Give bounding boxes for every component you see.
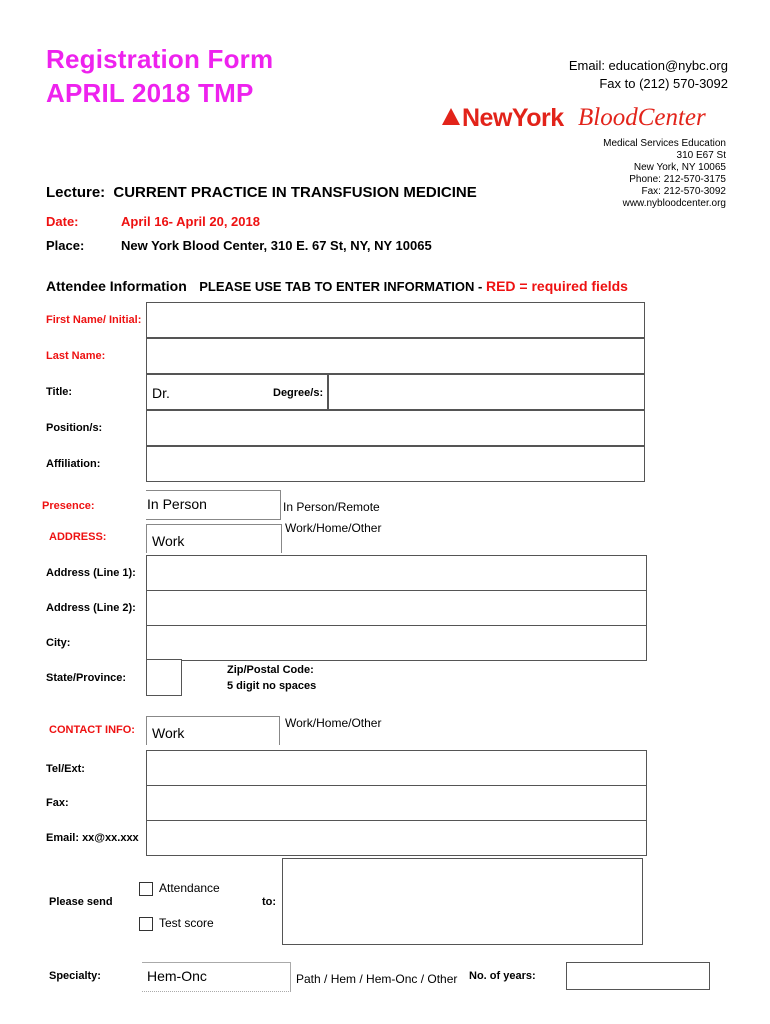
- logo-text-serif: BloodCenter: [578, 104, 706, 131]
- title-value: Dr.: [152, 385, 170, 401]
- last-name-label: Last Name:: [46, 350, 106, 362]
- blood-drop-triangle-icon: [442, 108, 460, 125]
- specialty-hint: Path / Hem / Hem-Onc / Other: [296, 972, 458, 986]
- place-value: New York Blood Center, 310 E. 67 St, NY, NY 10065: [121, 238, 432, 253]
- address-hint: Work/Home/Other: [285, 521, 382, 535]
- org-fax: Fax: 212-570-3092: [641, 186, 726, 197]
- lecture-title: CURRENT PRACTICE IN TRANSFUSION MEDICINE: [113, 184, 477, 201]
- email-field[interactable]: [146, 820, 647, 856]
- title-field[interactable]: [146, 374, 204, 410]
- last-name-field[interactable]: [146, 338, 645, 374]
- state-field[interactable]: [146, 659, 182, 696]
- logo-text-bold: NewYork: [462, 104, 564, 132]
- address-type-select[interactable]: [146, 524, 282, 553]
- degree-label-cell: [203, 374, 328, 410]
- state-label: State/Province:: [46, 672, 127, 684]
- please-send-label: Please send: [49, 896, 113, 908]
- tel-field[interactable]: [146, 750, 647, 786]
- address-type-value: Work: [152, 533, 185, 549]
- contact-type-select[interactable]: [146, 716, 280, 745]
- nybc-logo: [440, 104, 730, 134]
- form-subtitle: APRIL 2018 TMP: [46, 78, 254, 108]
- org-website: www.nybloodcenter.org: [622, 198, 726, 209]
- zip-hint: 5 digit no spaces: [227, 680, 317, 692]
- send-to-field[interactable]: [282, 858, 643, 945]
- address1-field[interactable]: [146, 555, 647, 591]
- degree-label: Degree/s:: [273, 387, 324, 399]
- attendance-checkbox[interactable]: [139, 882, 153, 896]
- org-phone: Phone: 212-570-3175: [629, 174, 726, 185]
- form-title: Registration Form: [46, 44, 274, 74]
- position-label: Position/s:: [46, 422, 103, 434]
- years-label: No. of years:: [469, 970, 536, 982]
- affiliation-field[interactable]: [146, 446, 645, 482]
- address1-label: Address (Line 1):: [46, 567, 136, 579]
- city-field[interactable]: [146, 625, 647, 661]
- org-department: Medical Services Education: [603, 138, 726, 149]
- degree-field[interactable]: [328, 374, 645, 410]
- lecture-line: [46, 184, 477, 201]
- position-field[interactable]: [146, 410, 645, 446]
- specialty-select[interactable]: [142, 962, 291, 992]
- contact-fax: Fax to (212) 570-3092: [599, 76, 728, 91]
- send-to-label: to:: [262, 896, 277, 908]
- attendee-header: [46, 278, 628, 296]
- attendance-option-label: Attendance: [159, 881, 220, 895]
- city-label: City:: [46, 637, 71, 649]
- contact-type-value: Work: [152, 725, 185, 741]
- specialty-label: Specialty:: [49, 970, 101, 982]
- affiliation-label: Affiliation:: [46, 458, 101, 470]
- first-name-label: First Name/ Initial:: [46, 314, 142, 326]
- specialty-value: Hem-Onc: [147, 968, 207, 984]
- required-note: RED = required fields: [485, 278, 628, 294]
- lecture-label: Lecture:: [46, 184, 106, 201]
- fax-field[interactable]: [146, 785, 647, 821]
- fax-label: Fax:: [46, 797, 69, 809]
- org-address: [526, 138, 726, 210]
- test-score-checkbox[interactable]: [139, 917, 153, 931]
- contact-hint: Work/Home/Other: [285, 716, 382, 730]
- presence-label: Presence:: [42, 500, 95, 512]
- org-city: New York, NY 10065: [633, 162, 726, 173]
- address2-field[interactable]: [146, 590, 647, 626]
- tel-label: Tel/Ext:: [46, 763, 85, 775]
- first-name-field[interactable]: [146, 302, 645, 338]
- place-label: Place:: [46, 238, 85, 253]
- test-score-option-label: Test score: [159, 916, 214, 930]
- attendee-heading: Attendee Information: [46, 278, 187, 294]
- presence-hint: In Person/Remote: [283, 500, 380, 514]
- org-street: 310 E67 St: [676, 150, 726, 161]
- contact-info-label: CONTACT INFO:: [49, 724, 135, 736]
- date-label: Date:: [46, 214, 79, 229]
- contact-email: Email: education@nybc.org: [568, 58, 728, 73]
- title-label: Title:: [46, 386, 73, 398]
- attendee-instruction: PLEASE USE TAB TO ENTER INFORMATION -: [199, 279, 486, 294]
- address-label: ADDRESS:: [49, 531, 107, 543]
- presence-select[interactable]: [146, 490, 281, 520]
- zip-label: Zip/Postal Code:: [227, 664, 314, 676]
- years-field[interactable]: [566, 962, 710, 990]
- presence-value: In Person: [147, 496, 207, 512]
- address2-label: Address (Line 2):: [46, 602, 136, 614]
- email-label: Email: xx@xx.xxx: [46, 832, 139, 844]
- date-value: April 16- April 20, 2018: [121, 214, 260, 229]
